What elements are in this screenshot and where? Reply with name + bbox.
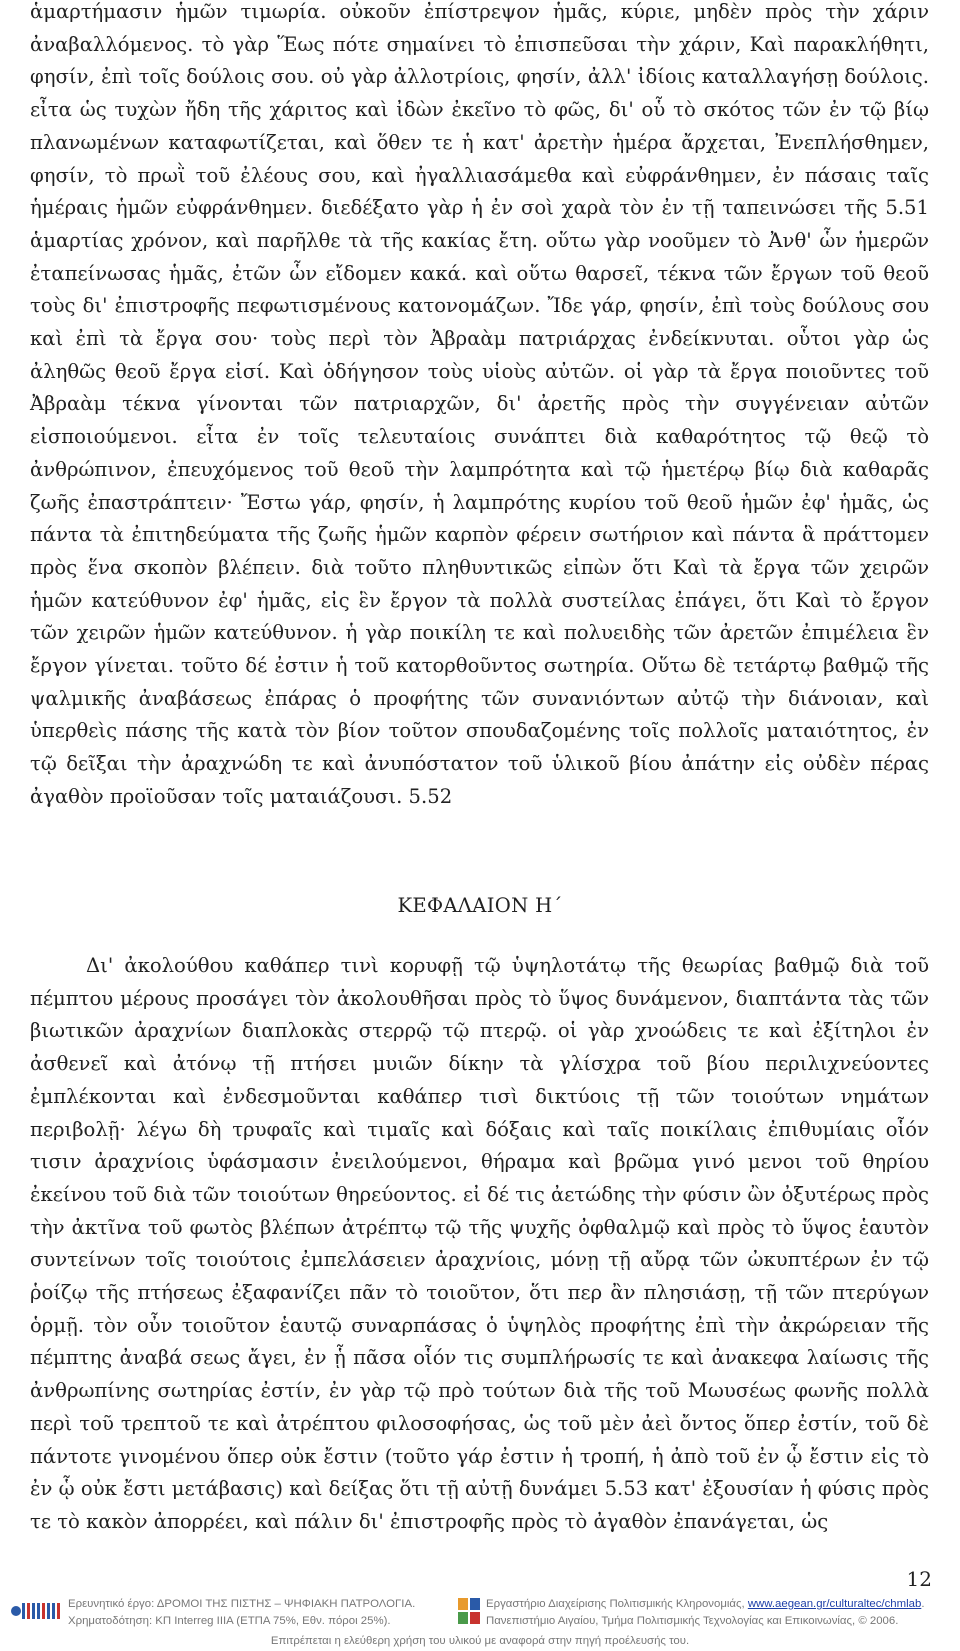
footer-left-text: [68, 1596, 415, 1630]
continuation-paragraph: ἁμαρτήμασιν ἡμῶν τιμωρία. οὐκοῦν ἐπίστρεψον ἡμᾶς, κύριε, μηδὲν πρὸς τὴν χάριν ἀναβαλλόμενος. τὸ γὰρ Ἕως πότε σημαίνει τὸ ἐπισπεῦσαι τὴν χάριν, Καὶ παρακλήθητι, φησίν, ἐπὶ τοῖς δούλοις σου. οὐ γὰρ ἀλλοτρίοις, φησίν, ἀλλ' ἰδίοις καταλλαγήσῃ δούλοις. εἶτα ὡς τυχὼν ἤδη τῆς χάριτος καὶ ἰδὼν ἐκεῖνο τὸ φῶς, δι' οὗ τὸ σκότος τῶν ἐν τῷ βίῳ πλανωμένων καταφωτίζεται, καὶ ὅθεν τε ἡ κατ' ἀρετὴν ἡμέρα ἄρχεται, Ἐνεπλήσθημεν, φησίν, τὸ πρωῒ τοῦ ἐλέους σου, καὶ ἠγαλλιασάμεθα καὶ εὐφράνθημεν, ἐν πάσαις ταῖς ἡμέραις ἡμῶν εὐφράνθημεν. διεδέξατο γὰρ ἡ ἐν σοὶ χαρὰ τὸν ἐν τῇ ταπεινώσει τῆς 5.51 ἁμαρτίας χρόνον, καὶ παρῆλθε τὰ τῆς κακίας ἔτη. οὕτω γὰρ νοοῦμεν τὸ Ἀνθ' ὧν ἡμερῶν ἐταπείνωσας ἡμᾶς, ἐτῶν ὧν εἴδομεν κακά. καὶ οὕτω θαρσεῖ, τέκνα τῶν ἔργων τοῦ θεοῦ τοὺς δι' ἐπιστροφῆς πεφωτισμένους κατονομάζων. Ἴδε γάρ, φησίν, ἐπὶ τοὺς δούλους σου καὶ ἐπὶ τὰ ἔργα σου· τοὺς περὶ τὸν Ἀβραὰμ πατριάρχας ἐνδείκνυται. οὗτοι γὰρ ὡς ἀληθῶς θεοῦ ἔργα εἰσί. Καὶ ὁδήγησον τοὺς υἱοὺς αὐτῶν. οἱ γὰρ τὰ ἔργα ποιοῦντες τοῦ Ἀβραὰμ τέκνα γίνονται τῶν πατριαρχῶν, δι' ἀρετῆς πρὸς τὴν συγγένειαν αὐτῶν εἰσποιούμενοι. εἶτα ἐν τοῖς τελευταίοις συνάπτει διὰ καθαρότητος τῷ θεῷ τὸ ἀνθρώπινον, ἐπευχόμενος τοῦ θεοῦ τὴν λαμπρότητα καὶ τῷ ἡμετέρῳ βίῳ διὰ καθαρᾶς ζωῆς ἐπαστράπτειν· Ἔστω γάρ, φησίν, ἡ λαμπρότης κυρίου τοῦ θεοῦ ἡμῶν ἐφ' ἡμᾶς, ὡς πάντα τὰ ἐπιτηδεύματα τῆς ζωῆς ἡμῶν καρπὸν φέρειν σωτήριον καὶ πάντα ἃ πράττομεν πρὸς ἕνα σκοπὸν βλέπειν. διὰ τοῦτο πληθυντικῶς εἰπὼν ὅτι Καὶ τὰ ἔργα τῶν χειρῶν ἡμῶν κατεύθυνον ἐφ' ἡμᾶς, εἰς ἓν ἔργον τὰ πολλὰ συστείλας ἐπάγει, ὅτι Καὶ τὸ ἔργον τῶν χειρῶν ἡμῶν κατεύθυνον. ἡ γὰρ ποικίλη τε καὶ πολυειδὴς τῶν ἀρετῶν ἐπιμέλεια ἓν ἔργον γίνεται. τοῦτο δέ ἐστιν ἡ τοῦ κατορθοῦντος σωτηρία. Οὕτω δὲ τετάρτῳ βαθμῷ τῆς ψαλμικῆς ἀναβάσεως ἐπάρας ὁ προφήτης τῶν συνανιόντων αὐτῷ τὴν διάνοιαν, καὶ ὑπερθεὶς πάσης τῆς κατὰ τὸν βίον τοῦτον σπουδαζομένης τοῖς πολλοῖς ματαιότητος, ἐν τῷ δεῖξαι τὴν ἀραχνώδη τε καὶ ἀνυπόστατον τοῦ ὑλικοῦ βίου ἀπάτην εἰς οὐδὲν πέρας ἀγαθὸν προϊοῦσαν τοῖς ματαιάζουσι. 5.52: [30, 0, 929, 808]
chapter-heading: ΚΕΦΑΛΑΙΟΝ Η΄: [397, 894, 563, 917]
continuation-text-block: [30, 0, 929, 814]
footer-usage-note: Επιτρέπεται η ελεύθερη χρήση του υλικού με αναφορά στην πηγή προέλευσής του.: [270, 1635, 690, 1647]
footer-lab-name: Εργαστήριο Διαχείρισης Πολιτισμικής Κληρονομιάς,: [486, 1598, 748, 1610]
chapter-text-block: [30, 950, 929, 1539]
footer-left-section: [10, 1596, 450, 1632]
page-number: 12: [906, 1567, 932, 1591]
page-footer: [0, 1594, 960, 1651]
footer-lab-link[interactable]: www.aegean.gr/culturaltec/chmlab: [747, 1598, 922, 1610]
footer-lab-line: [486, 1596, 924, 1613]
footer-university-line: Πανεπιστήμιο Αιγαίου, Τμήμα Πολιτισμικής Τεχνολογίας και Επικοινωνίας, © 2006.: [486, 1615, 899, 1627]
footer-right-text: [486, 1596, 924, 1630]
chmlab-logo-icon: [458, 1598, 480, 1624]
footer-right-section: [458, 1596, 952, 1632]
chapter-paragraph: Δι' ἀκολούθου καθάπερ τινὶ κορυφῇ τῷ ὑψηλοτάτῳ τῆς θεωρίας βαθμῷ διὰ τοῦ πέμπτου μέρους προσάγει τὸν ἀκολουθῆσαι πρὸς τὸ ὕψος δυνάμενον, διαπτάντα τὰς τῶν βιωτικῶν ἀραχνίων διαπλοκὰς στερρῷ τῷ πτερῷ. οἱ γὰρ χνοώδεις τε καὶ ἐξίτηλοι ἐν ἀσθενεῖ καὶ ἀτόνῳ τῇ πτήσει μυιῶν δίκην τὰ γλίσχρα τοῦ βίου περιλιχνεύοντες ἐμπλέκονται καὶ ἐνδεσμοῦνται καθάπερ τισὶ δικτύοις τῇ τῶν τοιούτων νημάτων περιβολῇ· λέγω δὴ τρυφαῖς καὶ τιμαῖς καὶ δόξαις καὶ ταῖς ποικίλαις ἐπιθυμίαις οἷόν τισιν ἀραχνίοις ὑφάσμασιν ἐνειλούμενοι, θήραμα καὶ βρῶμα γινό μενοι τοῦ θηρίου ἐκείνου τοῦ διὰ τῶν τοιούτων θηρεύοντος. εἰ δέ τις ἀετώδης τὴν φύσιν ὢν ὀξυτέρως πρὸς τὴν ἀκτῖνα τοῦ φωτὸς βλέπων ἀτρέπτῳ τῷ τῆς ψυχῆς ὀφθαλμῷ καὶ πρὸς τὸ ὕψος ἑαυτὸν συντείνων τοῖς τοιούτοις ἐμπελάσειεν ἀραχνίοις, μόνῃ τῇ αὔρᾳ τῶν ὠκυπτέρων ἐν τῷ ῥοίζῳ τῆς πτήσεως ἐξαφανίζει πᾶν τὸ τοιοῦτον, ὅτι περ ἂν πλησιάσῃ, τῇ τῶν πτερύγων ὁρμῇ. τὸν οὖν τοιοῦτον ἑαυτῷ συναρπάσας ὁ ὑψηλὸς προφήτης ἐπὶ τὴν ἀκρώρειαν τῆς πέμπτης ἀναβά σεως ἄγει, ἐν ᾗ πᾶσα οἷόν τις συμπλήρωσίς τε καὶ ἀνακεφα λαίωσις τῆς ἀνθρωπίνης σωτηρίας ἐστίν, ἐν γὰρ τῷ πρὸ τούτων διὰ τῆς τοῦ Μωυσέως φωνῆς πολλὰ περὶ τοῦ τρεπτοῦ τε καὶ ἀτρέπτου φιλοσοφήσας, ὡς τοῦ μὲν ἀεὶ ὄντος ὅπερ ἐστίν, τοῦ δὲ πάντοτε γινομένου ὅπερ οὐκ ἔστιν (τοῦτο γάρ ἐστιν ἡ τροπή, ἡ ἀπὸ τοῦ ἐν ᾧ ἔστιν εἰς τὸ ἐν ᾧ οὐκ ἔστι μετάβασις) καὶ δείξας ὅτι τῇ αὐτῇ δυνάμει 5.53 κατ' ἐξουσίαν ἡ φύσις πρὸς τε τὸ κακὸν ἀπορρέει, καὶ πάλιν δι' ἐπιστροφῆς πρὸς τὸ ἀγαθὸν ἐπανάγεται, ὡς: [30, 954, 929, 1533]
interreg-logo-icon: [10, 1599, 62, 1623]
footer-project-line: Ερευνητικό έργο: ΔΡΟΜΟΙ ΤΗΣ ΠΙΣΤΗΣ – ΨΗΦΙΑΚΗ ΠΑΤΡΟΛΟΓΙΑ.: [68, 1598, 416, 1610]
footer-lab-end: .: [921, 1598, 925, 1610]
footer-funding-line: Χρηματοδότηση: ΚΠ Interreg IIIA (ΕΤΠΑ 75%, Εθν. πόροι 25%).: [68, 1615, 391, 1627]
